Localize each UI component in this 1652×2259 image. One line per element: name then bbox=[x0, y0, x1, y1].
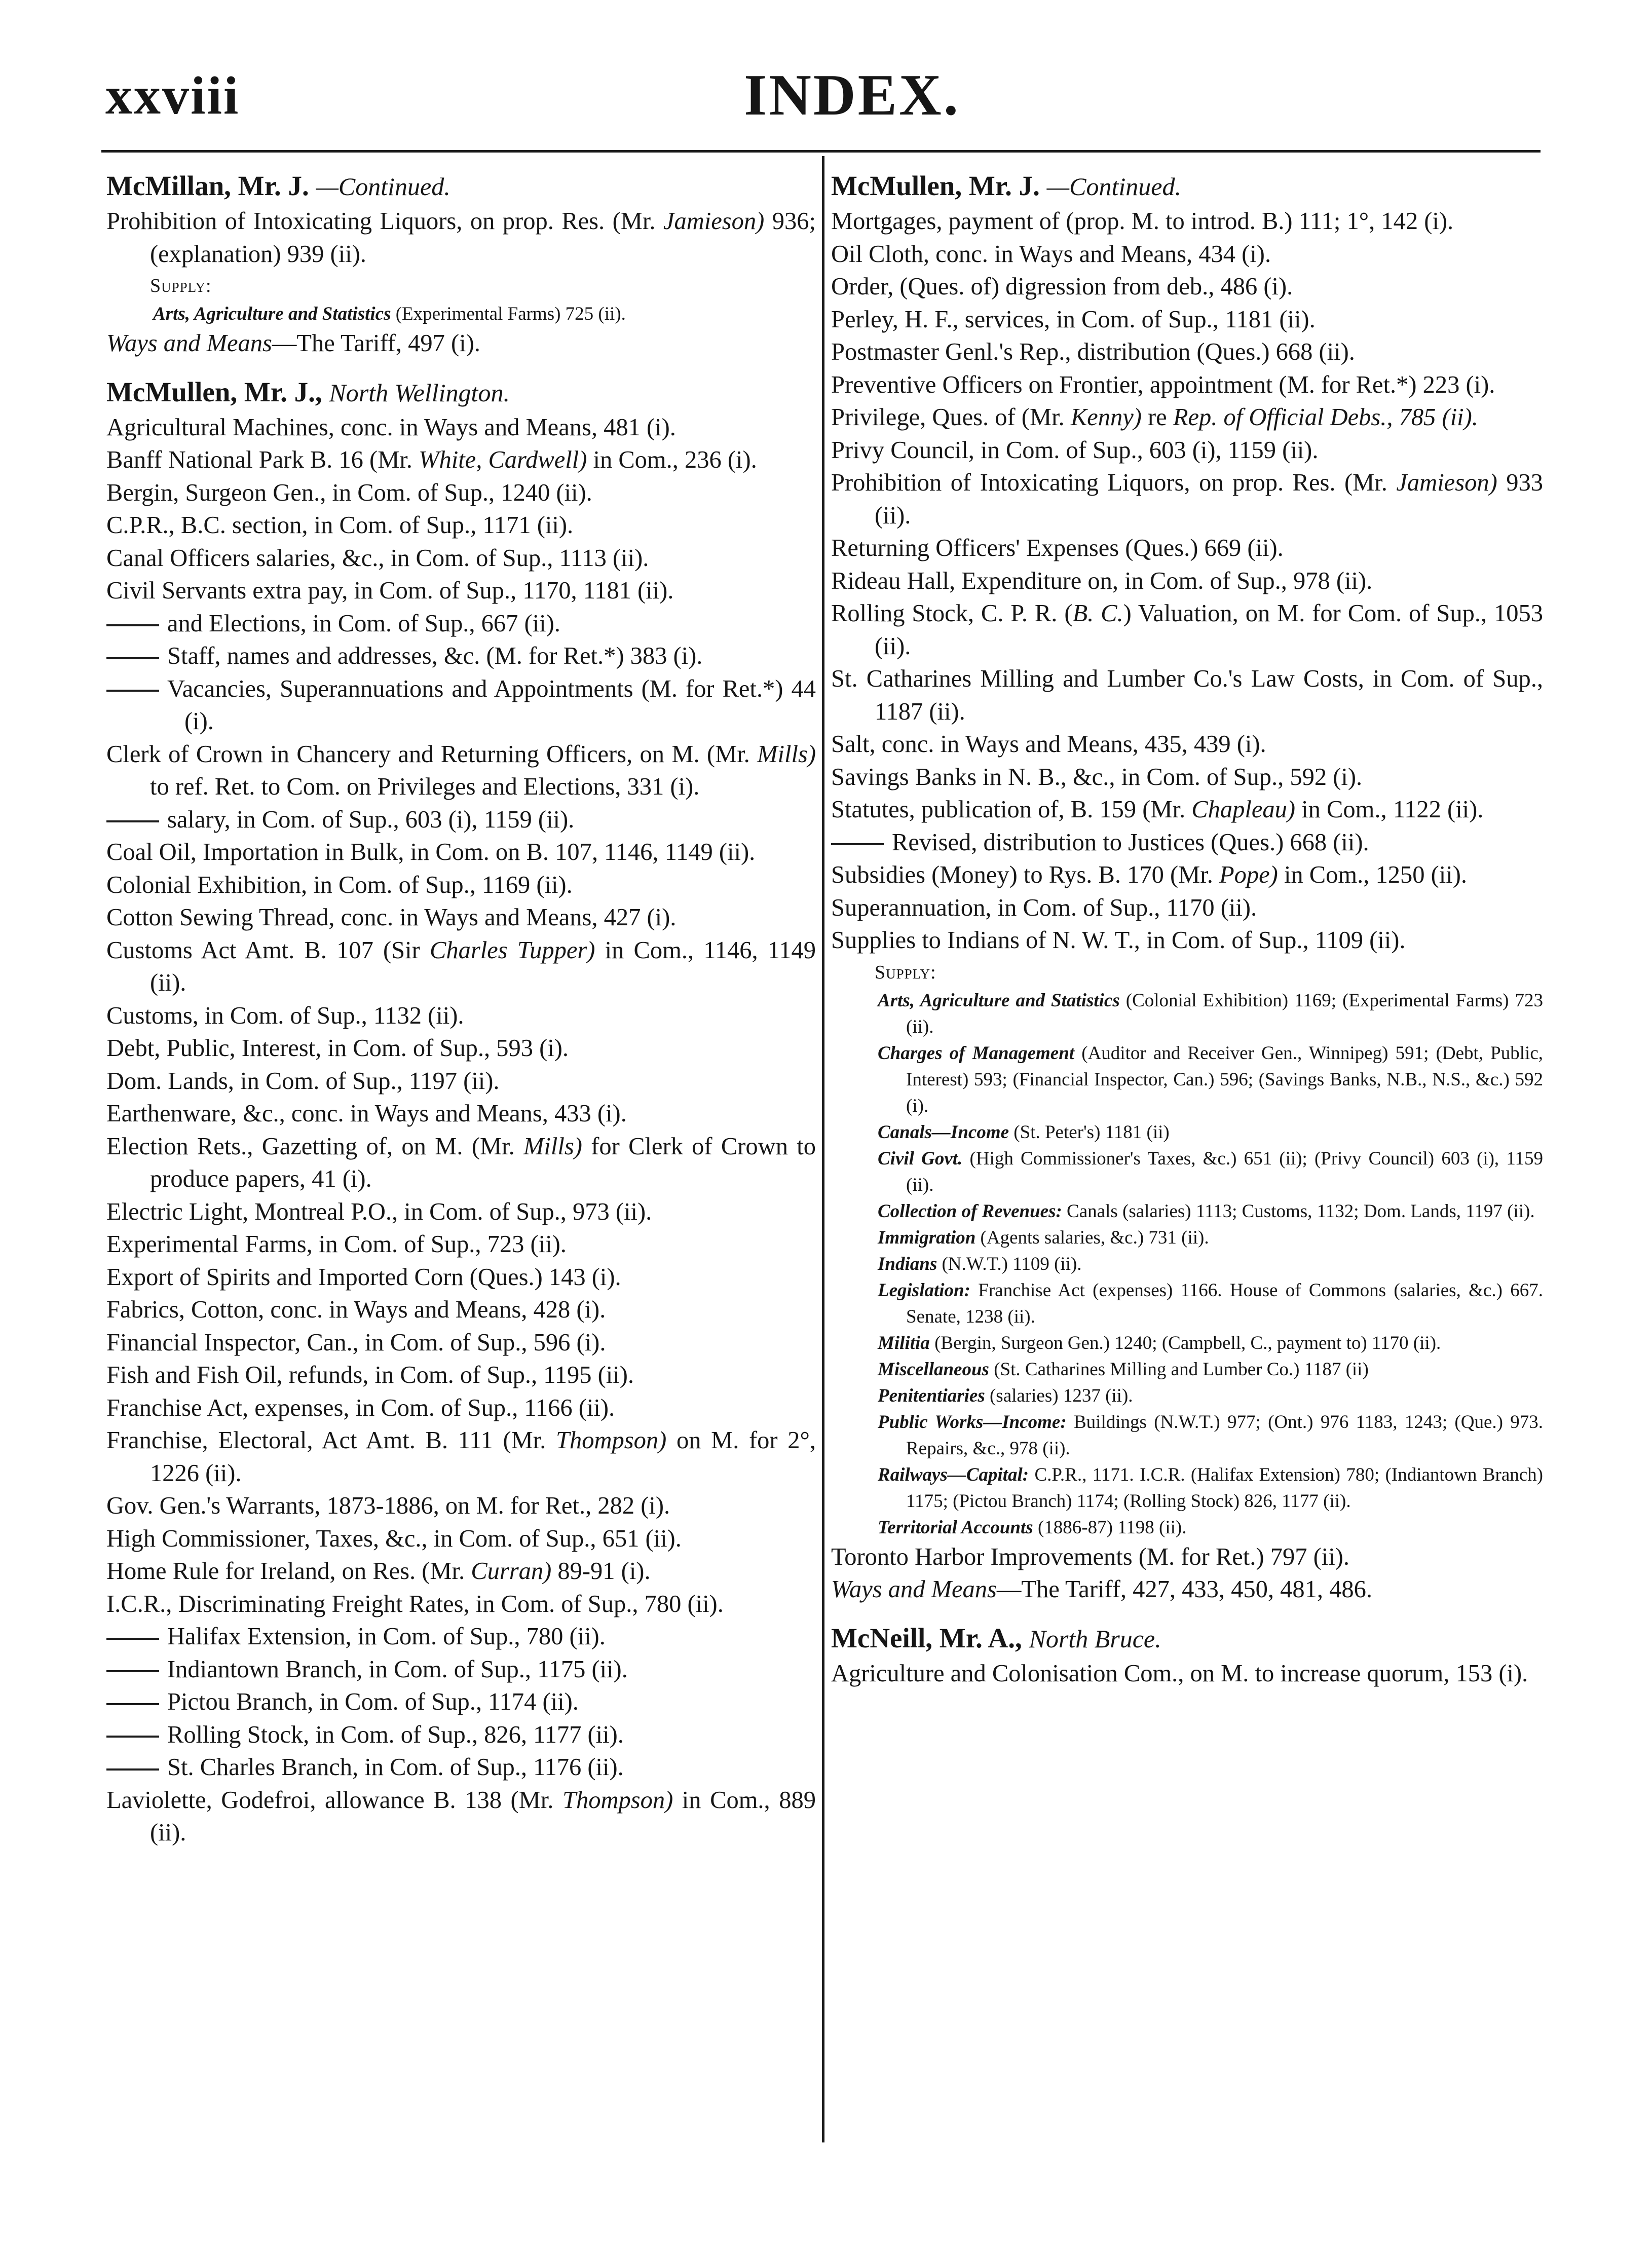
index-sub-entry: Revised, distribution to Justices (Ques.) 668 (ii). bbox=[831, 826, 1543, 859]
index-entry: Export of Spirits and Imported Corn (Ques.) 143 (i). bbox=[106, 1263, 621, 1291]
index-entry: Financial Inspector, Can., in Com. of Sup., 596 (i). bbox=[106, 1329, 606, 1356]
index-entry: Electric Light, Montreal P.O., in Com. of Sup., 973 (ii). bbox=[106, 1198, 652, 1225]
index-entry: Customs Act Amt. B. 107 (Sir Charles Tupper) in Com., 1146, 1149 (ii). bbox=[106, 936, 816, 996]
entry-group bbox=[106, 411, 816, 608]
index-entry: C.P.R., B.C. section, in Com. of Sup., 1171 (ii). bbox=[106, 512, 574, 539]
index-entry: Agriculture and Colonisation Com., on M. to increase quorum, 153 (i). bbox=[831, 1660, 1528, 1687]
index-entry: Prohibition of Intoxicating Liquors, on prop. Res. (Mr. Jamieson) 933 (ii). bbox=[831, 469, 1543, 529]
supply-entry: Public Works—Income: Buildings (N.W.T.) 977; (Ont.) 976 1183, 1243; (Que.) 973. Repairs, &c., 978 (ii). bbox=[878, 1411, 1543, 1459]
index-entry: St. Catharines Milling and Lumber Co.'s Law Costs, in Com. of Sup., 1187 (ii). bbox=[831, 665, 1543, 725]
sub-entry-group bbox=[831, 826, 1543, 859]
index-entry: Cotton Sewing Thread, conc. in Ways and Means, 427 (i). bbox=[106, 904, 677, 931]
index-entry: Franchise Act, expenses, in Com. of Sup., 1166 (ii). bbox=[106, 1394, 615, 1421]
ditto-dash bbox=[106, 820, 159, 822]
ditto-dash bbox=[106, 690, 159, 692]
ditto-dash bbox=[106, 1670, 159, 1672]
supply-label: Supply: bbox=[150, 275, 212, 296]
index-sub-entry: St. Charles Branch, in Com. of Sup., 1176 (ii). bbox=[106, 1751, 816, 1784]
ways-and-means-entry: Ways and Means—The Tariff, 497 (i). bbox=[106, 330, 480, 357]
column-divider bbox=[822, 156, 824, 2142]
entry-group bbox=[831, 1541, 1543, 1574]
index-sub-entry: Indiantown Branch, in Com. of Sup., 1175 (ii). bbox=[106, 1653, 816, 1686]
index-sub-entry: Pictou Branch, in Com. of Sup., 1174 (ii). bbox=[106, 1686, 816, 1719]
supply-label: Supply: bbox=[875, 961, 936, 983]
entry-group bbox=[831, 205, 1543, 826]
index-entry: Home Rule for Ireland, on Res. (Mr. Curran) 89-91 (i). bbox=[106, 1558, 651, 1585]
index-entry: Privy Council, in Com. of Sup., 603 (i), 1159 (ii). bbox=[831, 436, 1319, 464]
index-entry: Franchise, Electoral, Act Amt. B. 111 (Mr. Thompson) on M. for 2°, 1226 (ii). bbox=[106, 1427, 816, 1487]
index-entry: Election Rets., Gazetting of, on M. (Mr. Mills) for Clerk of Crown to produce papers, 41 (i). bbox=[106, 1133, 816, 1192]
sub-entry-group bbox=[106, 608, 816, 738]
index-entry: Fish and Fish Oil, refunds, in Com. of Sup., 1195 (ii). bbox=[106, 1362, 634, 1388]
header-rule bbox=[101, 150, 1541, 153]
index-entry: Oil Cloth, conc. in Ways and Means, 434 (i). bbox=[831, 240, 1271, 268]
left-column bbox=[106, 167, 816, 1850]
index-entry: Laviolette, Godefroi, allowance B. 138 (Mr. Thompson) in Com., 889 (ii). bbox=[106, 1786, 816, 1846]
index-entry: Debt, Public, Interest, in Com. of Sup., 593 (i). bbox=[106, 1035, 569, 1062]
index-entry: Supplies to Indians of N. W. T., in Com. of Sup., 1109 (ii). bbox=[831, 927, 1406, 954]
sub-entry-group bbox=[106, 804, 816, 837]
index-entry: Bergin, Surgeon Gen., in Com. of Sup., 1240 (ii). bbox=[106, 479, 592, 506]
index-entry: Preventive Officers on Frontier, appointment (M. for Ret.*) 223 (i). bbox=[831, 371, 1495, 398]
sub-entry-group bbox=[106, 1621, 816, 1784]
index-entry: Rolling Stock, C. P. R. (B. C.) Valuation, on M. for Com. of Sup., 1053 (ii). bbox=[831, 600, 1543, 660]
supply-group bbox=[106, 301, 816, 327]
supply-entry: Arts, Agriculture and Statistics (Colonial Exhibition) 1169; (Experimental Farms) 723 (ii). bbox=[878, 990, 1543, 1037]
right-column bbox=[831, 167, 1543, 1690]
ditto-dash bbox=[106, 624, 159, 626]
index-entry: Statutes, publication of, B. 159 (Mr. Chapleau) in Com., 1122 (ii). bbox=[831, 796, 1484, 823]
supply-entry: Charges of Management (Auditor and Receiver Gen., Winnipeg) 591; (Debt, Public, Interest) 593; (Financial Inspector, Can.) 596; (Savings Banks, N.B., N.S., &c.) 592 (i). bbox=[878, 1042, 1543, 1116]
index-entry: Banff National Park B. 16 (Mr. White, Cardwell) in Com., 236 (i). bbox=[106, 446, 757, 473]
index-entry: Coal Oil, Importation in Bulk, in Com. on B. 107, 1146, 1149 (ii). bbox=[106, 839, 756, 865]
index-sub-entry: Staff, names and addresses, &c. (M. for Ret.*) 383 (i). bbox=[106, 640, 816, 673]
index-entry: Superannuation, in Com. of Sup., 1170 (ii). bbox=[831, 894, 1257, 921]
supply-entry: Railways—Capital: C.P.R., 1171. I.C.R. (Halifax Extension) 780; (Indiantown Branch) 1175; (Pictou Branch) 1174; (Rolling Stock) 826, 1177 (ii). bbox=[878, 1464, 1543, 1512]
page-title: INDEX. bbox=[744, 63, 960, 128]
supply-group bbox=[831, 988, 1543, 1541]
index-sub-entry: Halifax Extension, in Com. of Sup., 780 (ii). bbox=[106, 1621, 816, 1653]
index-entry: Returning Officers' Expenses (Ques.) 669 (ii). bbox=[831, 535, 1284, 561]
index-entry: Postmaster Genl.'s Rep., distribution (Ques.) 668 (ii). bbox=[831, 338, 1355, 365]
index-entry: Subsidies (Money) to Rys. B. 170 (Mr. Pope) in Com., 1250 (ii). bbox=[831, 861, 1468, 888]
index-entry: I.C.R., Discriminating Freight Rates, in Com. of Sup., 780 (ii). bbox=[106, 1590, 724, 1617]
supply-entry: Civil Govt. (High Commissioner's Taxes, &c.) 651 (ii); (Privy Council) 603 (i), 1159 (ii). bbox=[878, 1148, 1543, 1195]
index-entry: Civil Servants extra pay, in Com. of Sup., 1170, 1181 (ii). bbox=[106, 577, 674, 604]
entry-group bbox=[831, 1658, 1543, 1690]
index-entry: Prohibition of Intoxicating Liquors, on prop. Res. (Mr. Jamieson) 936; (explanation) 939 (ii). bbox=[106, 208, 816, 268]
entry-group bbox=[106, 1784, 816, 1850]
supply-entry: Legislation: Franchise Act (expenses) 1166. House of Commons (salaries, &c.) 667. Senate, 1238 (ii). bbox=[878, 1279, 1543, 1327]
ditto-dash bbox=[106, 1736, 159, 1738]
index-entry: High Commissioner, Taxes, &c., in Com. of Sup., 651 (ii). bbox=[106, 1525, 682, 1552]
supply-entry: Collection of Revenues: Canals (salaries) 1113; Customs, 1132; Dom. Lands, 1197 (ii). bbox=[878, 1200, 1535, 1222]
supply-entry: Indians (N.W.T.) 1109 (ii). bbox=[878, 1253, 1082, 1274]
ditto-dash bbox=[106, 657, 159, 659]
index-entry: Clerk of Crown in Chancery and Returning Officers, on M. (Mr. Mills) to ref. Ret. to Com. on Privileges and Elections, 331 (i). bbox=[106, 740, 816, 800]
index-entry: Experimental Farms, in Com. of Sup., 723 (ii). bbox=[106, 1231, 567, 1258]
member-heading: McNeill, Mr. A., North Bruce. bbox=[831, 1622, 1161, 1653]
index-entry: Earthenware, &c., conc. in Ways and Means, 433 (i). bbox=[106, 1100, 627, 1127]
index-entry: Fabrics, Cotton, conc. in Ways and Means, 428 (i). bbox=[106, 1296, 606, 1323]
index-entry: Dom. Lands, in Com. of Sup., 1197 (ii). bbox=[106, 1067, 500, 1095]
index-entry: Privilege, Ques. of (Mr. Kenny) re Rep. of Official Debs., 785 (ii). bbox=[831, 404, 1478, 431]
supply-entry: Immigration (Agents salaries, &c.) 731 (ii). bbox=[878, 1227, 1209, 1248]
ways-and-means-entry: Ways and Means—The Tariff, 427, 433, 450, 481, 486. bbox=[831, 1576, 1372, 1603]
index-entry: Canal Officers salaries, &c., in Com. of Sup., 1113 (ii). bbox=[106, 544, 649, 572]
supply-entry: Penitentiaries (salaries) 1237 (ii). bbox=[878, 1385, 1133, 1406]
supply-entry: Arts, Agriculture and Statistics (Experimental Farms) 725 (ii). bbox=[153, 304, 626, 324]
index-sub-entry: Vacancies, Superannuations and Appointments (M. for Ret.*) 44 (i). bbox=[106, 673, 816, 738]
index-entry: Toronto Harbor Improvements (M. for Ret.) 797 (ii). bbox=[831, 1543, 1349, 1570]
index-entry: Mortgages, payment of (prop. M. to introd. B.) 111; 1°, 142 (i). bbox=[831, 208, 1454, 235]
index-entry: Colonial Exhibition, in Com. of Sup., 1169 (ii). bbox=[106, 871, 573, 898]
member-heading: McMullen, Mr. J., North Wellington. bbox=[106, 376, 510, 407]
ditto-dash bbox=[106, 1703, 159, 1705]
index-entry: Order, (Ques. of) digression from deb., 486 (i). bbox=[831, 273, 1293, 300]
ditto-dash bbox=[831, 843, 884, 845]
supply-entry: Miscellaneous (St. Catharines Milling and Lumber Co.) 1187 (ii) bbox=[878, 1359, 1369, 1380]
supply-entry: Militia (Bergin, Surgeon Gen.) 1240; (Campbell, C., payment to) 1170 (ii). bbox=[878, 1332, 1441, 1353]
supply-entry: Canals—Income (St. Peter's) 1181 (ii) bbox=[878, 1121, 1170, 1143]
index-entry: Salt, conc. in Ways and Means, 435, 439 (i). bbox=[831, 731, 1266, 758]
entry-group bbox=[106, 836, 816, 1621]
index-sub-entry: Rolling Stock, in Com. of Sup., 826, 1177 (ii). bbox=[106, 1719, 816, 1752]
index-sub-entry: and Elections, in Com. of Sup., 667 (ii). bbox=[106, 608, 816, 641]
entry-group bbox=[831, 859, 1543, 957]
index-sub-entry: salary, in Com. of Sup., 603 (i), 1159 (ii). bbox=[106, 804, 816, 837]
index-entry: Savings Banks in N. B., &c., in Com. of Sup., 592 (i). bbox=[831, 763, 1363, 790]
ditto-dash bbox=[106, 1638, 159, 1640]
ditto-dash bbox=[106, 1768, 159, 1771]
member-heading-continued: McMillan, Mr. J. —Continued. bbox=[106, 170, 450, 201]
index-entry: Rideau Hall, Expenditure on, in Com. of Sup., 978 (ii). bbox=[831, 567, 1373, 594]
page-number: xxviii bbox=[105, 66, 240, 125]
index-entry: Perley, H. F., services, in Com. of Sup., 1181 (ii). bbox=[831, 306, 1316, 333]
entry-group bbox=[106, 205, 816, 271]
index-entry: Agricultural Machines, conc. in Ways and Means, 481 (i). bbox=[106, 413, 676, 441]
member-heading-continued: McMullen, Mr. J. —Continued. bbox=[831, 170, 1181, 201]
index-entry: Customs, in Com. of Sup., 1132 (ii). bbox=[106, 1002, 464, 1029]
supply-entry: Territorial Accounts (1886-87) 1198 (ii). bbox=[878, 1517, 1187, 1538]
index-entry: Gov. Gen.'s Warrants, 1873-1886, on M. for Ret., 282 (i). bbox=[106, 1492, 670, 1519]
